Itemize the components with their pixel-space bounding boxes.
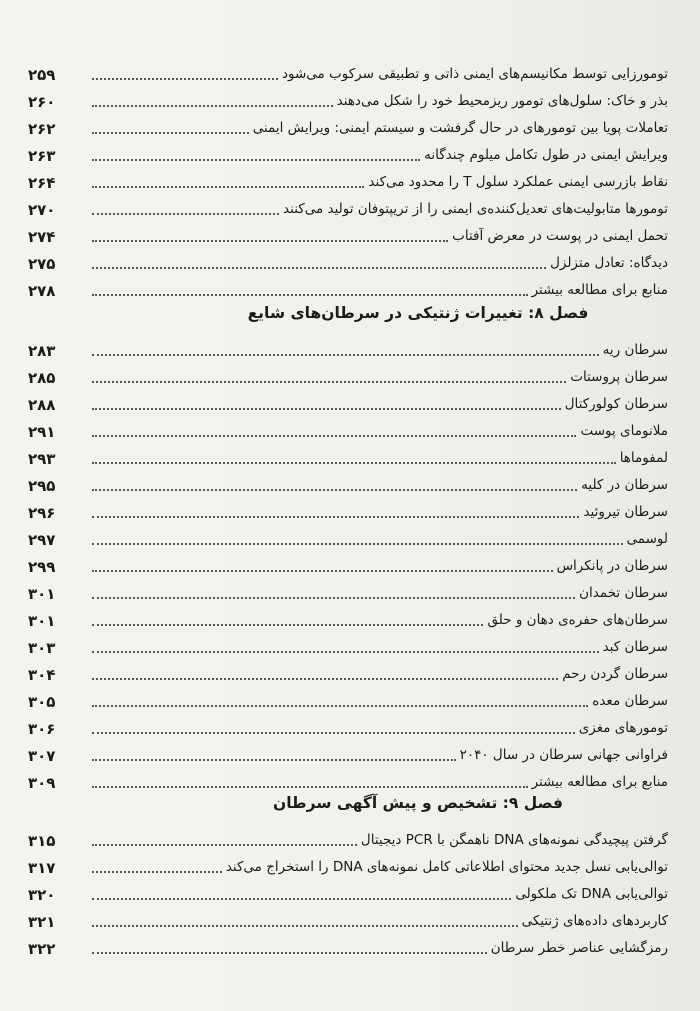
page-number: ۲۹۶ — [28, 504, 56, 522]
leader-dots — [92, 870, 222, 873]
leader-dots — [92, 131, 249, 134]
toc-entry[interactable] — [28, 193, 668, 219]
leader-dots — [92, 596, 575, 599]
leader-dots — [92, 704, 588, 707]
entry-title: سرطان تیروئید — [583, 504, 668, 520]
page-number: ۲۹۳ — [28, 450, 56, 468]
toc-entry[interactable] — [28, 334, 668, 360]
entry-title: کاربردهای داده‌های ژنتیکی — [521, 913, 668, 929]
entry-title: فراوانی جهانی سرطان در سال ۲۰۴۰ — [459, 747, 668, 763]
entry-title: سرطان در پانکراس — [556, 558, 668, 574]
page-number: ۳۰۹ — [28, 774, 56, 792]
page-number: ۲۸۳ — [28, 342, 56, 360]
entry-title: سرطان پروستات — [570, 369, 668, 385]
toc-entry[interactable] — [28, 824, 668, 850]
page-number: ۲۸۸ — [28, 396, 56, 414]
page-number: ۳۱۵ — [28, 832, 56, 850]
page-number: ۲۷۵ — [28, 255, 56, 273]
page-number: ۲۷۰ — [28, 201, 56, 219]
entry-title: تومورها متابولیت‌های تعدیل‌کننده‌ی ایمنی را از تریپتوفان تولید می‌کنند — [283, 201, 668, 217]
toc-entry[interactable] — [28, 712, 668, 738]
leader-dots — [92, 353, 599, 356]
leader-dots — [92, 185, 364, 188]
toc-entry[interactable] — [28, 604, 668, 630]
entry-title: سرطان تخمدان — [579, 585, 668, 601]
leader-dots — [92, 731, 575, 734]
leader-dots — [92, 434, 576, 437]
page-number: ۳۰۴ — [28, 666, 56, 684]
leader-dots — [92, 951, 487, 954]
page-number: ۳۱۷ — [28, 859, 56, 877]
page-number: ۳۰۷ — [28, 747, 56, 765]
leader-dots — [92, 239, 448, 242]
toc-entry[interactable] — [28, 274, 668, 300]
toc-entry[interactable] — [28, 85, 668, 111]
toc-entry[interactable] — [28, 932, 668, 958]
toc-entry[interactable] — [28, 139, 668, 165]
entry-title: ویرایش ایمنی در طول تکامل میلوم چندگانه — [424, 147, 668, 163]
toc-entry[interactable] — [28, 442, 668, 468]
toc-entry[interactable] — [28, 631, 668, 657]
leader-dots — [92, 380, 566, 383]
leader-dots — [92, 293, 528, 296]
page-number: ۲۹۱ — [28, 423, 56, 441]
toc-entry[interactable] — [28, 58, 668, 84]
entry-title: سرطان ریه — [602, 342, 668, 358]
leader-dots — [92, 569, 553, 572]
toc-entry[interactable] — [28, 550, 668, 576]
toc-entry[interactable] — [28, 905, 668, 931]
entry-title: منابع برای مطالعه بیشتر — [531, 282, 668, 298]
page-number: ۲۶۰ — [28, 93, 56, 111]
entry-title: سرطان‌های حفره‌ی دهان و حلق — [487, 612, 668, 628]
page-number: ۳۰۳ — [28, 639, 56, 657]
toc-entry[interactable] — [28, 496, 668, 522]
leader-dots — [92, 158, 420, 161]
page-number: ۲۹۹ — [28, 558, 56, 576]
toc-entry[interactable] — [28, 766, 668, 792]
page-number: ۳۲۱ — [28, 913, 56, 931]
leader-dots — [92, 104, 333, 107]
toc-entry[interactable] — [28, 415, 668, 441]
leader-dots — [92, 897, 511, 900]
entry-title: سرطان کولورکتال — [564, 396, 668, 412]
entry-title: منابع برای مطالعه بیشتر — [531, 774, 668, 790]
page-number: ۲۸۵ — [28, 369, 56, 387]
leader-dots — [92, 488, 577, 491]
toc-entry[interactable] — [28, 577, 668, 603]
toc-entry[interactable] — [28, 523, 668, 549]
leader-dots — [92, 212, 279, 215]
page-number: ۳۰۵ — [28, 693, 56, 711]
page-number: ۲۹۷ — [28, 531, 56, 549]
toc-entry[interactable] — [28, 658, 668, 684]
page-number: ۲۶۴ — [28, 174, 56, 192]
leader-dots — [92, 266, 546, 269]
page-number: ۲۶۳ — [28, 147, 56, 165]
leader-dots — [92, 677, 558, 680]
leader-dots — [92, 924, 518, 927]
toc-entry[interactable] — [28, 361, 668, 387]
page-number: ۲۷۸ — [28, 282, 56, 300]
leader-dots — [92, 785, 528, 788]
leader-dots — [92, 77, 278, 80]
toc-entry[interactable] — [28, 685, 668, 711]
page-number: ۳۲۲ — [28, 940, 56, 958]
entry-title: تومورزایی توسط مکانیسم‌های ایمنی ذاتی و تطبیقی سرکوب می‌شود — [281, 66, 668, 82]
leader-dots — [92, 515, 579, 518]
leader-dots — [92, 758, 456, 761]
page-number: ۳۰۶ — [28, 720, 56, 738]
entry-title: توالی‌یابی نسل جدید محتوای اطلاعاتی کامل نمونه‌های DNA را استخراج می‌کند — [225, 859, 668, 875]
page-number: ۳۰۱ — [28, 612, 56, 630]
leader-dots — [92, 650, 599, 653]
page-number: ۲۷۴ — [28, 228, 56, 246]
entry-title: سرطان در کلیه — [581, 477, 668, 493]
toc-entry[interactable] — [28, 247, 668, 273]
entry-title: نقاط بازرسی ایمنی عملکرد سلول T را محدود می‌کند — [368, 174, 668, 190]
entry-title: تعاملات پویا بین تومورهای در حال گرفشت و سیستم ایمنی: ویرایش ایمنی — [252, 120, 668, 136]
toc-entry[interactable] — [28, 166, 668, 192]
toc-entry[interactable] — [28, 220, 668, 246]
entry-title: بذر و خاک: سلول‌های تومور ریزمحیط خود را شکل می‌دهند — [336, 93, 668, 109]
entry-title: توالی‌یابی DNA تک ملکولی — [515, 886, 668, 902]
entry-title: دیدگاه: تعادل متزلزل — [550, 255, 668, 271]
toc-entry[interactable] — [28, 851, 668, 877]
entry-title: سرطان گردن رحم — [562, 666, 668, 682]
entry-title: گرفتن پیچیدگی نمونه‌های DNA ناهمگن با PCR دیجیتال — [360, 832, 668, 848]
leader-dots — [92, 542, 623, 545]
page-number: ۲۵۹ — [28, 66, 56, 84]
toc-entry[interactable] — [28, 112, 668, 138]
toc-entry[interactable] — [28, 388, 668, 414]
entry-title: رمزگشایی عناصر خطر سرطان — [490, 940, 668, 956]
toc-entry[interactable] — [28, 469, 668, 495]
entry-title: تومورهای مغزی — [578, 720, 668, 736]
leader-dots — [92, 407, 561, 410]
page-number: ۳۲۰ — [28, 886, 56, 904]
page-number: ۳۰۱ — [28, 585, 56, 603]
toc-entry[interactable] — [28, 878, 668, 904]
page-number: ۲۶۲ — [28, 120, 56, 138]
page-number: ۲۹۵ — [28, 477, 56, 495]
leader-dots — [92, 623, 483, 626]
entry-title: لوسمی — [626, 531, 668, 547]
chapter-heading: فصل ۹: تشخیص و پیش آگهی سرطان — [272, 794, 563, 812]
entry-title: سرطان معده — [592, 693, 668, 709]
entry-title: ملانومای پوست — [580, 423, 668, 439]
toc-entry[interactable] — [28, 739, 668, 765]
entry-title: سرطان کبد — [602, 639, 668, 655]
entry-title: لمفوماها — [619, 450, 668, 466]
leader-dots — [92, 461, 616, 464]
chapter-heading: فصل ۸: تغییرات ژنتیکی در سرطان‌های شایع — [247, 304, 589, 322]
leader-dots — [92, 843, 357, 846]
entry-title: تحمل ایمنی در پوست در معرض آفتاب — [452, 228, 668, 244]
